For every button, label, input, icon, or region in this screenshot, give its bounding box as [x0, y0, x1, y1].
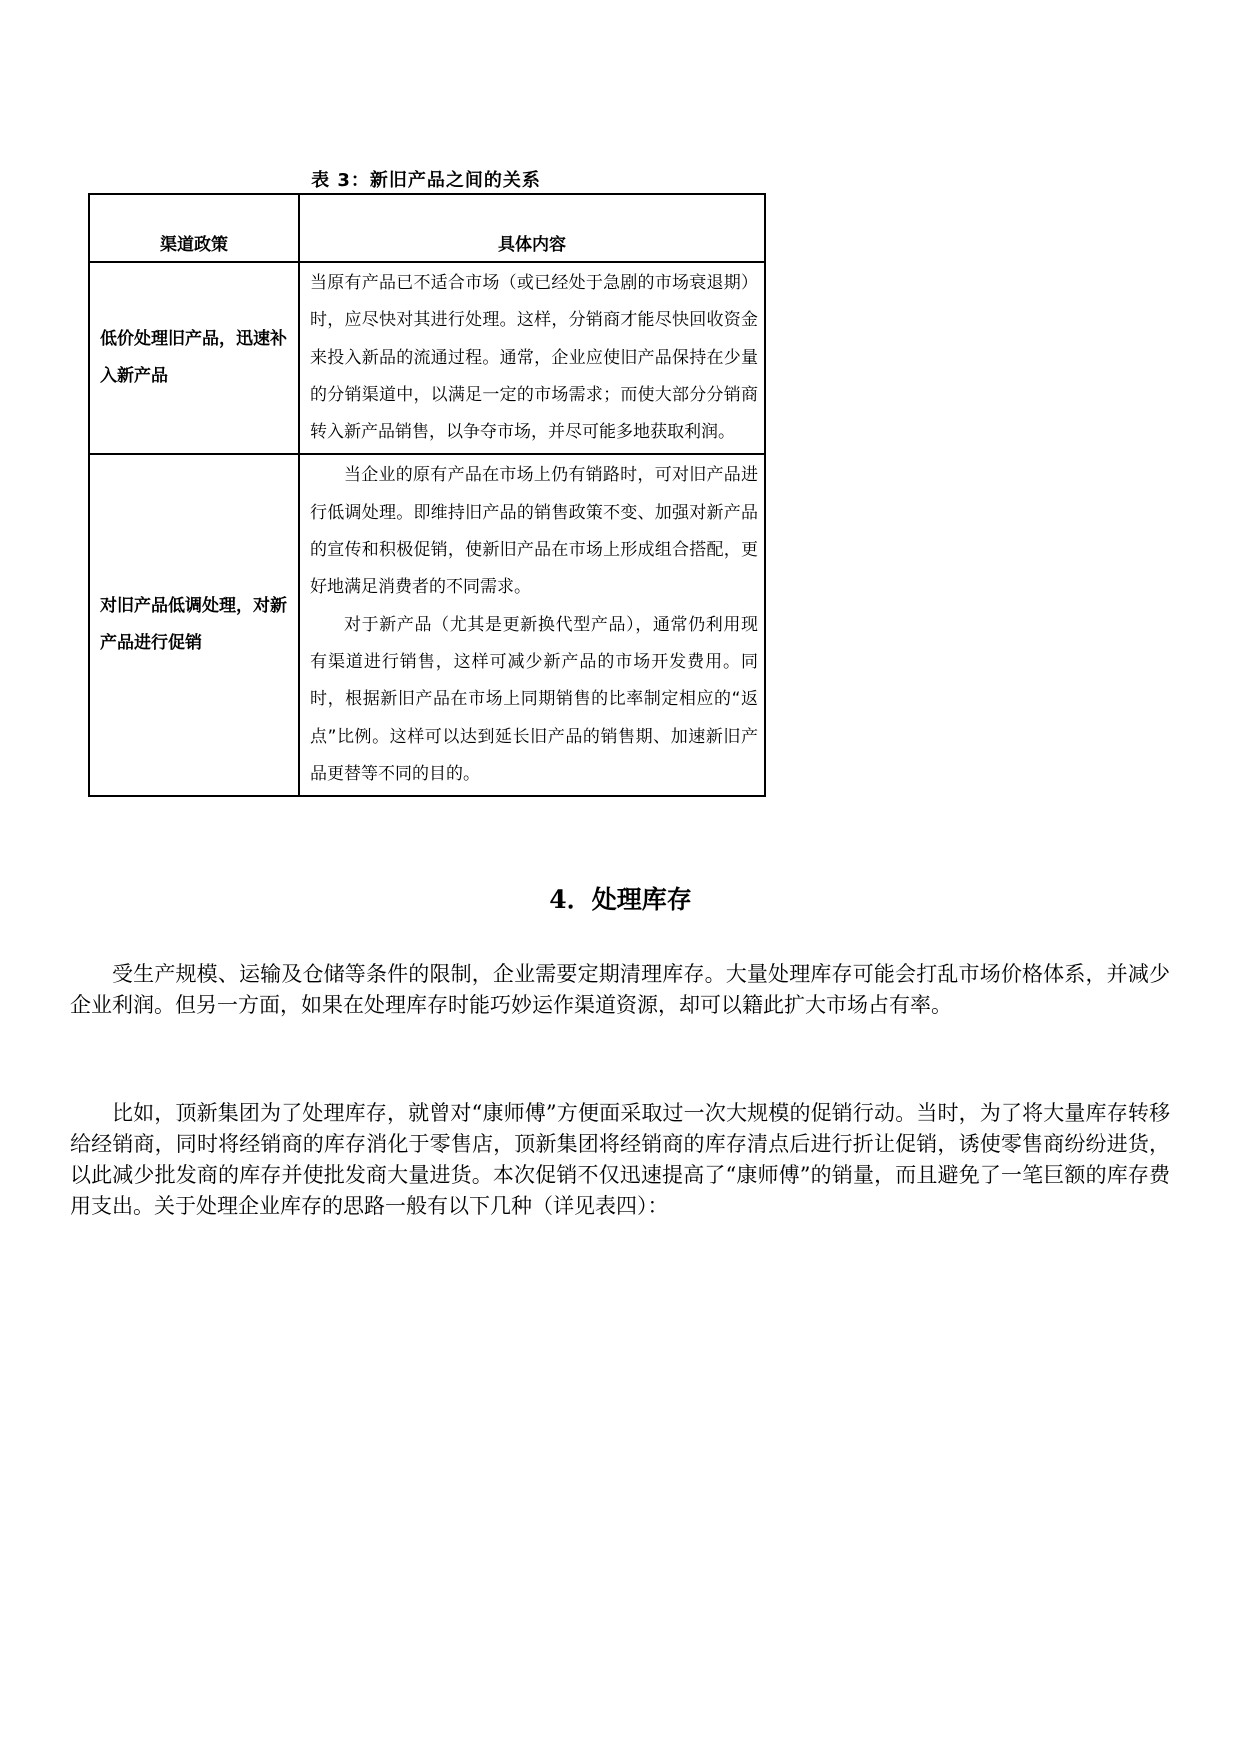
section-heading: 4．处理库存: [549, 885, 692, 914]
content-paragraph: 对于新产品（尤其是更新换代型产品），通常仍利用现有渠道进行销售，这样可减少新产品的市场开发费用。同时，根据新旧产品在市场上同期销售的比率制定相应的“返点”比例。这样可以达到延长旧产品的销售期、加速新旧产品更替等不同的目的。: [310, 614, 758, 784]
header-channel-policy: 渠道政策: [89, 194, 299, 262]
policy-cell: 对旧产品低调处理，对新产品进行促销: [89, 454, 299, 796]
table-row: [89, 262, 765, 454]
table-caption: 表 3：新旧产品之间的关系: [311, 170, 541, 191]
content-paragraph: 当企业的原有产品在市场上仍有销路时，可对旧产品进行低调处理。即维持旧产品的销售政策不变、加强对新产品的宣传和积极促销，使新旧产品在市场上形成组合搭配，更好地满足消费者的不同需求。: [310, 465, 758, 598]
content-paragraph: 当原有产品已不适合市场（或已经处于急剧的市场衰退期）时，应尽快对其进行处理。这样，分销商才能尽快回收资金来投入新品的流通过程。通常，企业应使旧产品保持在少量的分销渠道中，以满足一定的市场需求；而使大部分分销商转入新产品销售，以争夺市场，并尽可能多地获取利润。: [310, 273, 758, 443]
body-paragraph: 受生产规模、运输及仓储等条件的限制，企业需要定期清理库存。大量处理库存可能会打乱市场价格体系，并减少企业利润。但另一方面，如果在处理库存时能巧妙运作渠道资源，却可以籍此扩大市场占有率。: [70, 962, 1170, 1017]
content-cell: [299, 454, 765, 796]
header-specific-content: 具体内容: [299, 194, 765, 262]
table-header-row: [89, 194, 765, 262]
policy-cell: 低价处理旧产品，迅速补入新产品: [89, 262, 299, 454]
body-paragraph: 比如，顶新集团为了处理库存，就曾对“康师傅”方便面采取过一次大规模的促销行动。当时，为了将大量库存转移给经销商，同时将经销商的库存消化于零售店，顶新集团将经销商的库存清点后进行折让促销，诱使零售商纷纷进货，以此减少批发商的库存并使批发商大量进货。本次促销不仅迅速提高了“康师傅”的销量，而且避免了一笔巨额的库存费用支出。关于处理企业库存的思路一般有以下几种（详见表四）：: [70, 1101, 1170, 1218]
channel-policy-table: [88, 193, 766, 797]
table-row: [89, 454, 765, 796]
content-cell: [299, 262, 765, 454]
